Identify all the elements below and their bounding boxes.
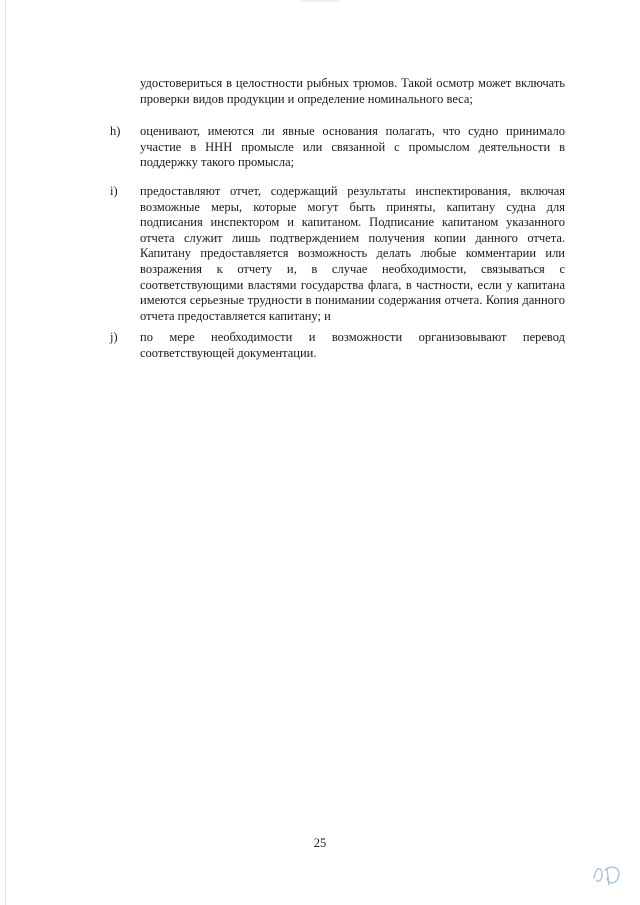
handwritten-initials — [590, 858, 626, 888]
scan-edge-line — [5, 0, 6, 905]
item-marker-i: i) — [110, 184, 118, 198]
paragraph-continuation: удостовериться в целостности рыбных трюмов. Такой осмотр может включать проверки видов продукции и определение номинального веса; — [140, 76, 565, 106]
paragraph-i: предоставляют отчет, содержащий результаты инспектирования, включая возможные меры, которые могут быть приняты, капитану судна для подписания инспектором и капитаном. Подписание капитаном указанного отчета служит лишь подтверждением получения копии данного отчета. Капитану предоставляется возможность делать любые комментарии или возражения к отчету и, в случае необходимости, связываться с соответствующими властями государства флага, в частности, если у капитана имеются серьезные трудности в понимании содержания отчета. Копия данного отчета предоставляется капитану; и — [140, 184, 565, 323]
item-marker-j: j) — [110, 330, 118, 344]
paragraph-j: по мере необходимости и возможности организовывают перевод соответствующей документации. — [140, 330, 565, 360]
page-number: 25 — [313, 836, 327, 850]
item-marker-h: h) — [110, 124, 121, 138]
scan-top-mark — [300, 0, 340, 2]
paragraph-h: оценивают, имеются ли явные основания полагать, что судно принимало участие в ННН промысле или связанной с промыслом деятельности в поддержку такого промысла; — [140, 124, 565, 170]
